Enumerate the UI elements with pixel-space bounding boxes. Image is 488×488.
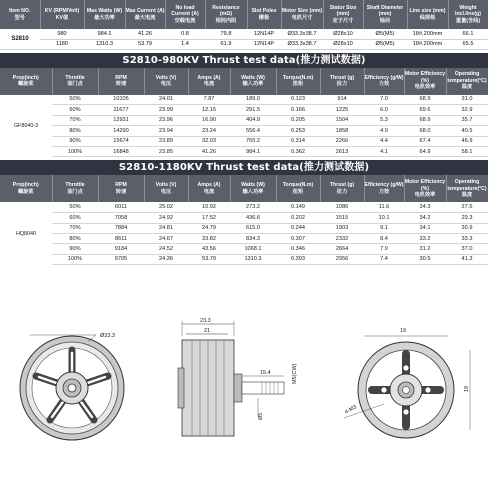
thrust-header-en: Amps (A)	[197, 182, 221, 189]
thrust-cell: 80%	[52, 126, 98, 136]
thrust-cell: 41.26	[188, 146, 230, 156]
spec-header-cn: 相间内阻	[215, 17, 237, 24]
thrust-cell: 0.314	[276, 136, 320, 146]
thrust-header-cn: 转速	[115, 188, 127, 195]
thrust-cell: 31.0	[446, 95, 488, 105]
thrust-header-en: Throttle	[65, 74, 85, 81]
spec-cell: 984.1	[84, 29, 125, 39]
thrust-cell: 67.4	[404, 136, 446, 146]
thrust-cell: 0.346	[276, 244, 320, 254]
thrust-cell: 0.393	[276, 254, 320, 264]
thrust-header-cell	[320, 68, 364, 95]
spec-cell: 41.26	[125, 29, 165, 39]
thrust-header-cn: 拉力	[336, 81, 348, 87]
thrust-cell: 1086	[320, 202, 364, 212]
thrust-cell: 4.9	[364, 126, 404, 136]
thrust-header-cn: 输入功率	[242, 81, 264, 87]
thrust-header-cell	[144, 175, 188, 202]
thrust-header-cell	[364, 68, 404, 95]
thrust-cell: 32.9	[446, 105, 488, 115]
thrust-header-cell	[446, 68, 488, 95]
thrust-cell: 24.67	[144, 234, 188, 244]
thrust-cell: 0.123	[276, 95, 320, 105]
thrust-cell: 32.03	[188, 136, 230, 146]
thrust-cell: 1515	[320, 213, 364, 223]
thrust-cell: 834.3	[230, 234, 276, 244]
thrust-cell: 7.87	[188, 95, 230, 105]
spec-header-cn: 最大电流	[134, 14, 156, 21]
spec-header-cn: 最大功率	[94, 14, 115, 21]
thrust-header-en: Prop(inch)	[12, 74, 39, 81]
thrust-cell: 50%	[52, 95, 98, 105]
thrust-header-cell	[52, 175, 98, 202]
thrust-cell: 0.307	[276, 234, 320, 244]
thrust-cell: 46.9	[446, 136, 488, 146]
thrust-header-cell	[98, 68, 144, 95]
prop-cell: GF8040-3	[0, 95, 52, 157]
thrust-cell: 60%	[52, 105, 98, 115]
dim-shaft-length-label: 15.4	[260, 370, 271, 376]
thrust-header-row	[0, 175, 488, 202]
thrust-cell: 0.202	[276, 213, 320, 223]
thrust-row	[0, 254, 488, 264]
thrust-cell: 2613	[320, 146, 364, 156]
thrust-cell: 6011	[98, 202, 144, 212]
thrust-row	[0, 115, 488, 125]
thrust-header-cell	[52, 68, 98, 95]
thrust-cell: 33.82	[188, 234, 230, 244]
thrust-cell: 24.79	[188, 223, 230, 233]
thrust-header-cn: 输入功率	[242, 188, 264, 195]
spec-header-en: Resistance (mΩ)	[212, 5, 240, 18]
dim-side-width-label: 19	[400, 328, 407, 334]
thrust-cell: 41.3	[446, 254, 488, 264]
thrust-header-cn: 油门点	[67, 81, 83, 87]
thrust-cell: 29.3	[446, 213, 488, 223]
spec-header-cn: 轴径	[379, 17, 391, 24]
spec-cell: 53.79	[125, 39, 165, 49]
thrust-cell: 33.3	[446, 234, 488, 244]
thrust-header-cell	[320, 175, 364, 202]
thrust-header-cell	[144, 68, 188, 95]
thrust-cell: 25.02	[144, 202, 188, 212]
thrust-cell: 40.5	[446, 126, 488, 136]
spec-header-en: No load Current (A)	[171, 5, 199, 18]
thrust-cell: 15674	[98, 136, 144, 146]
thrust-cell: 2332	[320, 234, 364, 244]
thrust-cell: 23.94	[144, 126, 188, 136]
spec-header-cn: 空载电流	[174, 17, 196, 24]
thrust-cell: 24.01	[144, 95, 188, 105]
dim-total-length-label: 23.3	[200, 318, 211, 324]
spec-header-en: Max Current (A)	[125, 8, 165, 15]
thrust-cell: 17.52	[188, 213, 230, 223]
thrust-header-cn: 电流	[203, 188, 215, 195]
thrust-header-cn: 螺旋桨	[17, 188, 34, 195]
thrust-header-en: Thrust (g)	[329, 182, 355, 189]
thrust-cell: 11.6	[364, 202, 404, 212]
spec-cell: Ø33.3x38.7	[281, 29, 323, 39]
spec-header-en: Item NO.	[9, 8, 31, 15]
thrust-header-en: Torque(N.m)	[282, 182, 314, 189]
thrust-header-cn: 电机效率	[414, 192, 436, 199]
thrust-cell: 23.24	[188, 126, 230, 136]
motor-drawing	[0, 312, 488, 488]
thrust-header-cn: 温度	[461, 84, 473, 91]
thrust-header-cn: 电流	[203, 81, 215, 87]
dim-shaft-diameter-label: Ø5	[258, 412, 264, 420]
thrust-cell: 37.0	[446, 244, 488, 254]
thrust-cell: 9705	[98, 254, 144, 264]
thrust-header-en: RPM	[115, 182, 127, 189]
thrust-header-en: Motor Efficiency (%)	[404, 71, 446, 84]
thrust-header-cell	[276, 175, 320, 202]
spec-cell: 1180	[40, 39, 84, 49]
thrust-cell: 984.1	[230, 146, 276, 156]
thrust-header-en: Operating temperature(°C)	[447, 71, 487, 84]
spec-header-cell	[281, 0, 323, 29]
spec-header-row	[0, 0, 488, 29]
spec-cell: Ø5(M5)	[363, 39, 407, 49]
thrust-cell: 1858	[320, 126, 364, 136]
thrust-row	[0, 244, 488, 254]
thrust-cell: 31.2	[404, 244, 446, 254]
thrust-cell: 24.36	[144, 254, 188, 264]
thrust-cell: 60%	[52, 213, 98, 223]
spec-header-cell	[407, 0, 448, 29]
thrust-header-cn: 力效	[378, 188, 390, 195]
thrust-header-cell	[404, 68, 446, 95]
thrust-cell: 58.1	[446, 146, 488, 156]
thrust-cell: 4.1	[364, 146, 404, 156]
thrust-header-cell	[0, 68, 52, 95]
thrust-cell: 0.244	[276, 223, 320, 233]
thrust-cell: 7058	[98, 213, 144, 223]
thrust-cell: 16848	[98, 146, 144, 156]
thrust-cell: 70%	[52, 223, 98, 233]
thrust-cell: 50%	[52, 202, 98, 212]
thrust-cell: 436.6	[230, 213, 276, 223]
thrust-header-cn: 电压	[160, 81, 172, 87]
thrust-cell: 64.9	[404, 146, 446, 156]
thrust-cell: 23.99	[144, 105, 188, 115]
thrust-cell: 273.2	[230, 202, 276, 212]
spec-table	[0, 0, 488, 50]
spec-cell: 980	[40, 29, 84, 39]
thrust-header-en: Motor Efficiency (%)	[404, 179, 446, 192]
spec-header-cell	[165, 0, 205, 29]
thrust-cell: 2664	[320, 244, 364, 254]
thrust-header-cell	[446, 175, 488, 202]
thrust-cell: 556.4	[230, 126, 276, 136]
thrust-cell: 0.253	[276, 126, 320, 136]
spec-cell: Ø33.3x38.7	[281, 39, 323, 49]
spec-cell: 66.1	[448, 29, 488, 39]
thrust-row	[0, 105, 488, 115]
spec-header-en: Max Watts (W)	[86, 8, 123, 15]
thrust-header-cell	[230, 68, 276, 95]
thrust-header-cell	[188, 68, 230, 95]
spec-header-en: Line size (mm)	[409, 8, 446, 15]
thrust-cell: 8611	[98, 234, 144, 244]
spec-header-cn: 电机尺寸	[291, 14, 313, 21]
thrust-cell: 404.9	[230, 115, 276, 125]
thrust-cell: 0.362	[276, 146, 320, 156]
spec-cell: Ø28x10	[323, 39, 363, 49]
thrust-cell: 10.1	[364, 213, 404, 223]
spec-header-cell	[363, 0, 407, 29]
thrust-cell: 33.2	[404, 234, 446, 244]
thrust-header-en: Throttle	[65, 182, 85, 189]
thrust-cell: 10.92	[188, 202, 230, 212]
thrust-header-en: Volts (V)	[155, 74, 177, 81]
dim-side-height-label: 19	[464, 385, 470, 392]
spec-model-cell: S2810	[0, 29, 40, 49]
thrust-table-title: S2810-1180KV Thrust test data(推力测试数据)	[0, 160, 488, 175]
thrust-cell: 34.2	[404, 213, 446, 223]
thrust-header-en: RPM	[115, 74, 127, 81]
thrust-cell: 5.3	[364, 115, 404, 125]
thrust-header-cn: 拉力	[336, 188, 348, 195]
thrust-cell: 35.7	[446, 115, 488, 125]
spec-cell: 65.5	[448, 39, 488, 49]
thrust-cell: 765.2	[230, 136, 276, 146]
thrust-header-cn: 温度	[461, 192, 473, 199]
thrust-cell: 7.4	[364, 254, 404, 264]
thrust-row	[0, 213, 488, 223]
spec-cell: 79.8	[205, 29, 247, 39]
thrust-cell: 100%	[52, 146, 98, 156]
spec-cell: 1310.3	[84, 39, 125, 49]
thrust-header-cn: 油门点	[67, 188, 83, 195]
spec-header-en: Motor Size (mm)	[281, 8, 323, 15]
spec-header-cn: 定子尺寸	[332, 17, 354, 24]
thrust-header-cell	[404, 175, 446, 202]
thrust-header-cell	[276, 68, 320, 95]
dim-thread-label: M5(CW)	[292, 363, 298, 384]
thrust-cell: 1903	[320, 223, 364, 233]
thrust-header-en: Torque(N.m)	[282, 74, 314, 81]
thrust-cell: 23.89	[144, 136, 188, 146]
thrust-cell: 0.205	[276, 115, 320, 125]
thrust-cell: 2266	[320, 136, 364, 146]
thrust-cell: 68.0	[404, 126, 446, 136]
spec-header-en: Shaft Diameter (mm)	[366, 5, 404, 18]
thrust-cell: 68.9	[404, 115, 446, 125]
thrust-header-en: Watts (W)	[241, 74, 265, 81]
spec-header-cn: 型号	[14, 14, 25, 21]
thrust-cell: 1225	[320, 105, 364, 115]
thrust-cell: 100%	[52, 254, 98, 264]
thrust-cell: 7.9	[364, 244, 404, 254]
thrust-cell: 291.5	[230, 105, 276, 115]
thrust-header-cn: 力效	[378, 81, 390, 87]
thrust-header-en: Efficiency (g/W)	[364, 182, 404, 189]
spec-cell: 61.9	[205, 39, 247, 49]
thrust-cell: 4.4	[364, 136, 404, 146]
thrust-header-en: Prop(inch)	[12, 182, 39, 189]
thrust-cell: 70%	[52, 115, 98, 125]
thrust-row	[0, 146, 488, 156]
thrust-cell: 34.1	[404, 223, 446, 233]
thrust-header-cell	[188, 175, 230, 202]
spec-cell: 12N14P	[247, 39, 281, 49]
dim-holes-label: 4-M3	[344, 404, 358, 416]
spec-cell: 18#,200mm	[407, 39, 448, 49]
thrust-table-title: S2810-980KV Thrust test data(推力测试数据)	[0, 53, 488, 68]
thrust-cell: 90%	[52, 136, 98, 146]
thrust-row	[0, 95, 488, 105]
thrust-cell: 11677	[98, 105, 144, 115]
thrust-cell: 23.96	[144, 115, 188, 125]
spec-header-cn: 槽极	[258, 14, 270, 21]
thrust-cell: 9.1	[364, 223, 404, 233]
thrust-cell: 8.4	[364, 234, 404, 244]
back-view	[344, 328, 470, 438]
spec-header-cell	[448, 0, 488, 29]
thrust-cell: 68.9	[404, 95, 446, 105]
thrust-cell: 53.79	[188, 254, 230, 264]
spec-header-cell	[0, 0, 40, 29]
prop-cell: HQ8040	[0, 202, 52, 264]
spec-header-cell	[84, 0, 125, 29]
dim-diameter-label: Ø33.3	[100, 333, 115, 339]
thrust-cell: 34.3	[404, 202, 446, 212]
spec-header-en: Weight Incl.line(g)	[455, 5, 481, 18]
spec-header-cell	[323, 0, 363, 29]
thrust-row	[0, 126, 488, 136]
side-view	[178, 318, 298, 436]
thrust-cell: 9184	[98, 244, 144, 254]
spec-row	[0, 39, 488, 49]
spec-cell: 0.8	[165, 29, 205, 39]
thrust-cell: 2956	[320, 254, 364, 264]
thrust-header-en: Operating temperature(°C)	[447, 179, 487, 192]
thrust-header-en: Watts (W)	[241, 182, 265, 189]
thrust-cell: 189.0	[230, 95, 276, 105]
spec-header-en: KV (RPM/Volt)	[44, 8, 80, 15]
spec-row	[0, 29, 488, 39]
thrust-header-cn: 转速	[115, 81, 127, 87]
thrust-header-cell	[0, 175, 52, 202]
front-view	[20, 333, 124, 440]
thrust-row	[0, 202, 488, 212]
spec-cell: 12N14P	[247, 29, 281, 39]
spec-header-cell	[205, 0, 247, 29]
thrust-header-cell	[230, 175, 276, 202]
thrust-header-cn: 扭矩	[292, 188, 304, 195]
spec-cell: 1.4	[165, 39, 205, 49]
spec-cell: Ø28x10	[323, 29, 363, 39]
thrust-header-cell	[364, 175, 404, 202]
thrust-header-row	[0, 68, 488, 95]
thrust-table	[0, 175, 488, 265]
spec-header-cn: 重量(含线)	[455, 17, 481, 24]
thrust-cell: 80%	[52, 234, 98, 244]
spec-header-en: Stator Size (mm)	[329, 5, 357, 18]
thrust-cell: 914	[320, 95, 364, 105]
spec-header-cell	[125, 0, 165, 29]
thrust-table	[0, 68, 488, 158]
thrust-header-en: Amps (A)	[197, 74, 221, 81]
spec-header-cn: 线规格	[419, 14, 436, 21]
spec-header-cell	[247, 0, 281, 29]
thrust-cell: 1310.3	[230, 254, 276, 264]
thrust-cell: 24.92	[144, 213, 188, 223]
thrust-cell: 30.5	[404, 254, 446, 264]
thrust-cell: 90%	[52, 244, 98, 254]
thrust-cell: 6.0	[364, 105, 404, 115]
thrust-header-en: Thrust (g)	[329, 74, 355, 81]
thrust-cell: 1068.1	[230, 244, 276, 254]
thrust-header-cn: 电机效率	[414, 84, 436, 91]
thrust-cell: 0.149	[276, 202, 320, 212]
spec-cell: Ø5(M5)	[363, 29, 407, 39]
dim-body-length-label: 21	[204, 328, 211, 334]
thrust-cell: 30.9	[446, 223, 488, 233]
thrust-cell: 24.52	[144, 244, 188, 254]
thrust-header-en: Volts (V)	[155, 182, 177, 189]
spec-header-en: Slot Poles	[251, 8, 277, 15]
thrust-cell: 0.166	[276, 105, 320, 115]
thrust-cell: 7884	[98, 223, 144, 233]
spec-header-cn: KV值	[55, 14, 69, 21]
thrust-cell: 69.6	[404, 105, 446, 115]
thrust-cell: 1504	[320, 115, 364, 125]
thrust-cell: 615.0	[230, 223, 276, 233]
thrust-row	[0, 234, 488, 244]
thrust-cell: 10105	[98, 95, 144, 105]
thrust-cell: 12.15	[188, 105, 230, 115]
thrust-cell: 14290	[98, 126, 144, 136]
thrust-cell: 12931	[98, 115, 144, 125]
thrust-row	[0, 136, 488, 146]
thrust-cell: 43.56	[188, 244, 230, 254]
thrust-cell: 24.81	[144, 223, 188, 233]
thrust-header-cn: 扭矩	[292, 81, 304, 87]
thrust-header-en: Efficiency (g/W)	[364, 74, 404, 81]
thrust-cell: 27.6	[446, 202, 488, 212]
thrust-header-cn: 螺旋桨	[17, 81, 34, 87]
thrust-cell: 16.90	[188, 115, 230, 125]
spec-header-cell	[40, 0, 84, 29]
thrust-row	[0, 223, 488, 233]
thrust-cell: 23.85	[144, 146, 188, 156]
thrust-header-cn: 电压	[160, 188, 172, 195]
thrust-header-cell	[98, 175, 144, 202]
spec-cell: 18#,200mm	[407, 29, 448, 39]
thrust-cell: 7.0	[364, 95, 404, 105]
